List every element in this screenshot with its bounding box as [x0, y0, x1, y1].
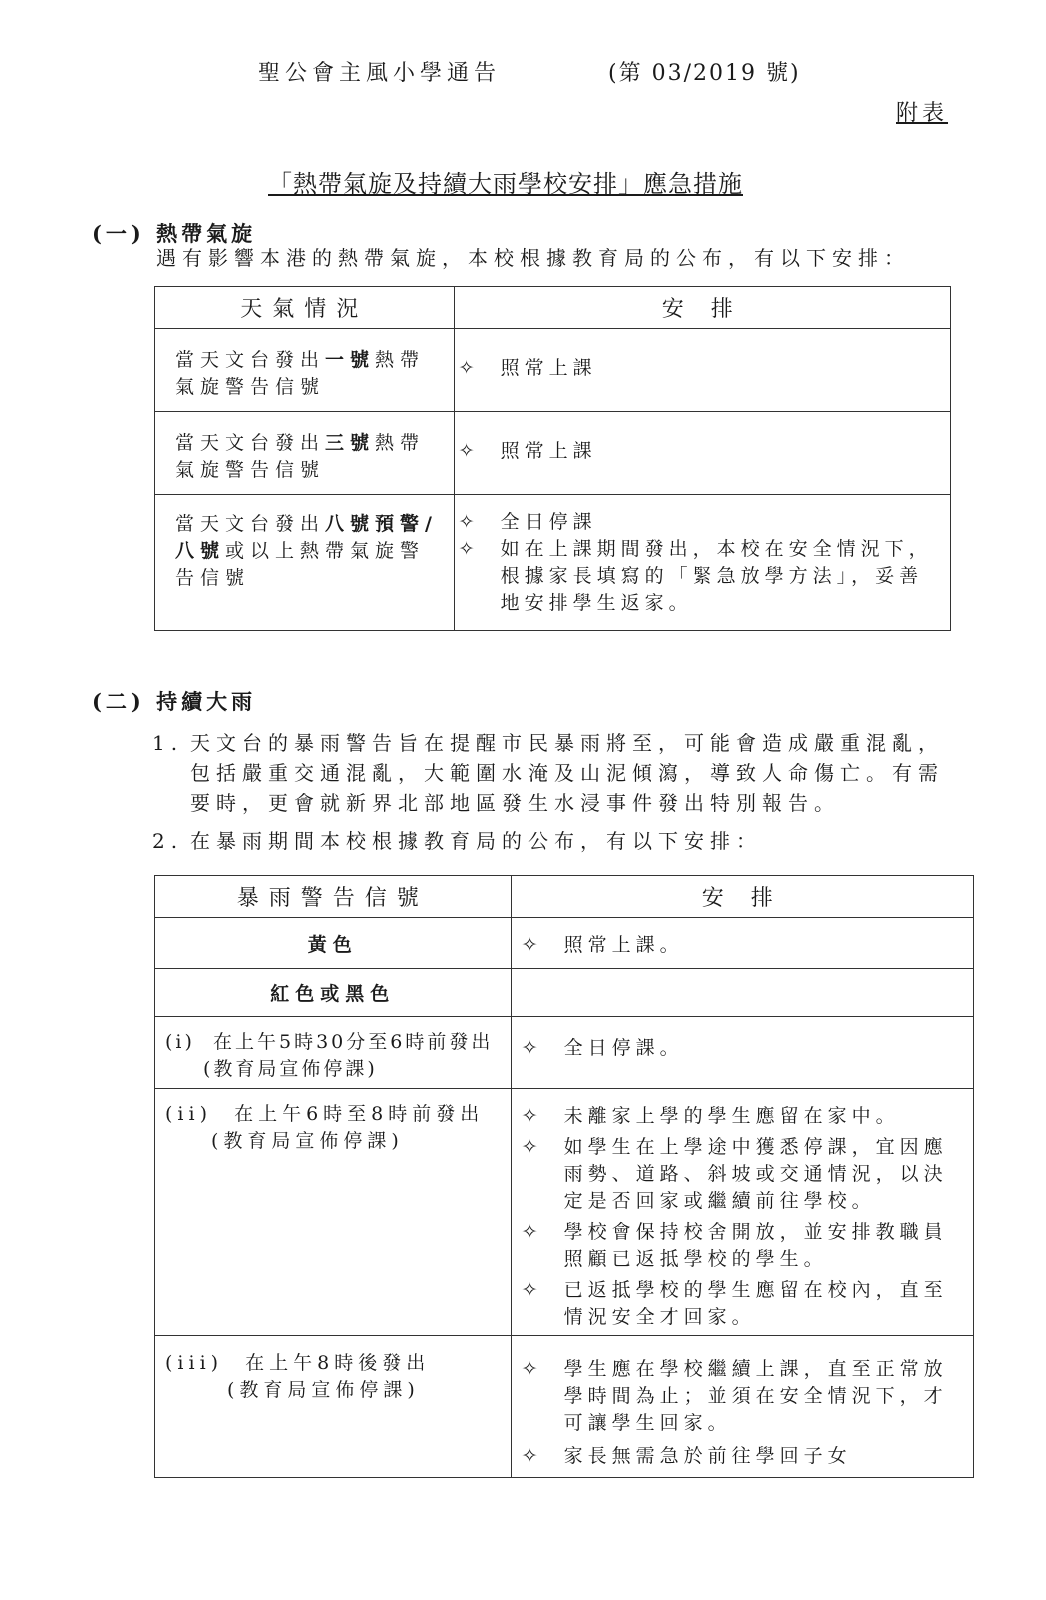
typhoon-condition: 當天文台發出八號預警/八號或以上熱帶氣旋警告信號: [155, 495, 455, 631]
diamond-bullet-icon: ✧: [458, 538, 480, 560]
table-row: [155, 969, 974, 1017]
rainstorm-table: [154, 875, 974, 1478]
diamond-bullet-icon: ✧: [521, 1136, 543, 1158]
table-row: [155, 329, 951, 412]
typhoon-condition: 當天文台發出一號熱帶氣旋警告信號: [155, 329, 455, 412]
para2-number: 2.: [152, 829, 184, 853]
diamond-bullet-icon: ✧: [521, 1279, 543, 1301]
notice-number: (第 03/2019 號): [608, 61, 801, 86]
yellow-arrangement: ✧ 照常上課。: [511, 918, 973, 969]
typhoon-arrangement: ✧ 全日停課 ✧ 如在上課期間發出，本校在安全情況下，根據家長填寫的「緊急放學方法」，妥善地安排學生返家。: [454, 495, 950, 631]
table-row: [155, 495, 951, 631]
rain-condition: (i) 在上午5時30分至6時前發出 (教育局宣佈停課): [155, 1017, 512, 1089]
school-notice-title: 聖公會主風小學通告: [258, 61, 502, 86]
para2-text: 在暴雨期間本校根據教育局的公布，有以下安排：: [190, 829, 762, 853]
rain-condition: (iii) 在上午8時後發出 (教育局宣佈停課): [155, 1336, 512, 1478]
section1-title: (一) 熱帶氣旋: [92, 221, 257, 246]
yellow-signal-label: 黃色: [155, 918, 512, 969]
section1-intro: 遇有影響本港的熱帶氣旋，本校根據教育局的公布，有以下安排：: [156, 246, 910, 270]
diamond-bullet-icon: ✧: [458, 357, 480, 379]
red-black-signal-label: 紅色或黑色: [155, 969, 512, 1017]
rain-arrangement: ✧ 未離家上學的學生應留在家中。 ✧ 如學生在上學途中獲悉停課，宜因應雨勢、道路、斜坡或交通情況，以決定是否回家或繼續前往學校。 ✧ 學校會保持校舍開放，並安排教職員照顧已返抵學校的學生。 ✧ 已返抵學校的學生應留在校內，直至情況安全才回家。: [511, 1089, 973, 1336]
diamond-bullet-icon: ✧: [521, 1358, 543, 1380]
table-row: [155, 918, 974, 969]
rain-col-header-arrangement: 安 排: [511, 876, 973, 918]
diamond-bullet-icon: ✧: [521, 1221, 543, 1243]
table-row: [155, 1336, 974, 1478]
rain-condition: (ii) 在上午6時至8時前發出 (教育局宣佈停課): [155, 1089, 512, 1336]
table-row: [155, 1017, 974, 1089]
typhoon-condition: 當天文台發出三號熱帶氣旋警告信號: [155, 412, 455, 495]
para1-text: 天文台的暴雨警告旨在提醒市民暴雨將至，可能會造成嚴重混亂，包括嚴重交通混亂，大範圍水淹及山泥傾瀉，導致人命傷亡。有需要時，更會就新界北部地區發生水浸事件發出特別報告。: [190, 731, 944, 815]
diamond-bullet-icon: ✧: [458, 511, 480, 533]
typhoon-table: [154, 286, 951, 631]
diamond-bullet-icon: ✧: [458, 440, 480, 462]
annex-label: 附表: [896, 101, 949, 126]
page-title: 「熱帶氣旋及持續大雨學校安排」應急措施: [268, 170, 743, 198]
diamond-bullet-icon: ✧: [521, 1105, 543, 1127]
typhoon-col-header-condition: 天氣情況: [155, 287, 455, 329]
diamond-bullet-icon: ✧: [521, 1037, 543, 1059]
rain-arrangement: ✧ 學生應在學校繼續上課，直至正常放學時間為止；並須在安全情況下，才可讓學生回家。 ✧ 家長無需急於前往學回子女: [511, 1336, 973, 1478]
rain-arrangement: ✧ 全日停課。: [511, 1017, 973, 1089]
table-row: [155, 412, 951, 495]
red-black-arrangement-empty: [511, 969, 973, 1017]
diamond-bullet-icon: ✧: [521, 1445, 543, 1467]
para1-number: 1.: [152, 731, 184, 755]
table-row: [155, 1089, 974, 1336]
typhoon-arrangement: ✧ 照常上課: [454, 412, 950, 495]
section2-title: (二) 持續大雨: [92, 689, 257, 714]
typhoon-arrangement: ✧ 照常上課: [454, 329, 950, 412]
diamond-bullet-icon: ✧: [521, 934, 543, 956]
typhoon-col-header-arrangement: 安 排: [454, 287, 950, 329]
rain-col-header-signal: 暴雨警告信號: [155, 876, 512, 918]
